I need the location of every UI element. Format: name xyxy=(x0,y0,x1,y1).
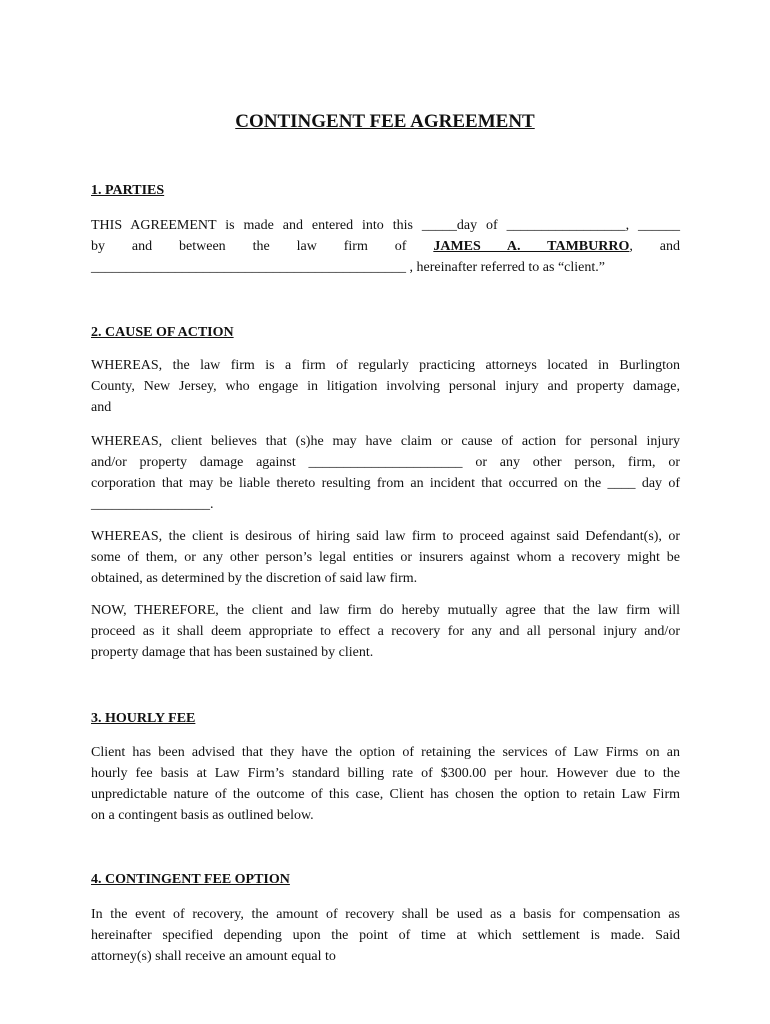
whereas-paragraph-2 xyxy=(91,431,680,515)
parties-line-2-text: by and between the law firm of xyxy=(91,239,407,254)
para-line: attorney(s) shall receive an amount equal to xyxy=(91,949,336,964)
hourly-fee-paragraph xyxy=(91,742,680,826)
parties-line-3: _____________________________________________ , hereinafter referred to as “client.” xyxy=(91,260,605,275)
para-line: County, New Jersey, who engage in litigation involving personal injury and property damage, xyxy=(91,379,680,394)
para-line: hereinafter specified depending upon the point of time at which settlement is made. Said xyxy=(91,928,680,943)
contingent-fee-paragraph xyxy=(91,904,680,967)
para-line: In the event of recovery, the amount of recovery shall be used as a basis for compensation as xyxy=(91,907,680,922)
parties-line-2 xyxy=(91,236,680,257)
para-line: and/or property damage against ______________________ or any other person, firm, or xyxy=(91,455,680,470)
para-line: corporation that may be liable thereto resulting from an incident that occurred on the ____ day of xyxy=(91,476,680,491)
now-therefore-paragraph xyxy=(91,600,680,663)
para-line: WHEREAS, the client is desirous of hiring said law firm to proceed against said Defendant(s), or xyxy=(91,529,680,544)
para-line: proceed as it shall deem appropriate to effect a recovery for any and all personal injury and/or xyxy=(91,624,680,639)
section-heading-cause-of-action: 2. CAUSE OF ACTION xyxy=(91,325,234,340)
para-line: and xyxy=(91,400,112,415)
whereas-paragraph-1 xyxy=(91,355,680,418)
para-line: hourly fee basis at Law Firm’s standard billing rate of $300.00 per hour. However due to the xyxy=(91,766,680,781)
section-heading-contingent-fee-option: 4. CONTINGENT FEE OPTION xyxy=(91,872,290,887)
document-title: CONTINGENT FEE AGREEMENT xyxy=(235,111,535,132)
para-line: WHEREAS, the law firm is a firm of regularly practicing attorneys located in Burlington xyxy=(91,358,680,373)
whereas-paragraph-3 xyxy=(91,526,680,589)
para-line: _________________. xyxy=(91,497,214,512)
parties-line-1: THIS AGREEMENT is made and entered into this _____day of _________________, ______ xyxy=(91,218,680,233)
law-firm-name: JAMES A. TAMBURRO xyxy=(433,239,630,254)
para-line: some of them, or any other person’s legal entities or insurers against whom a recovery might be xyxy=(91,550,680,565)
section-heading-hourly-fee: 3. HOURLY FEE xyxy=(91,711,196,726)
para-line: on a contingent basis as outlined below. xyxy=(91,808,314,823)
para-line: NOW, THEREFORE, the client and law firm do hereby mutually agree that the law firm will xyxy=(91,603,680,618)
parties-line-2-and: , and xyxy=(629,239,680,254)
section-heading-parties: 1. PARTIES xyxy=(91,183,165,198)
para-line: obtained, as determined by the discretion of said law firm. xyxy=(91,571,418,586)
para-line: property damage that has been sustained by client. xyxy=(91,645,374,660)
para-line: unpredictable nature of the outcome of this case, Client has chosen the option to retain Law Firm xyxy=(91,787,680,802)
para-line: WHEREAS, client believes that (s)he may have claim or cause of action for personal injury xyxy=(91,434,680,449)
parties-paragraph xyxy=(91,215,680,278)
para-line: Client has been advised that they have the option of retaining the services of Law Firms on an xyxy=(91,745,680,760)
